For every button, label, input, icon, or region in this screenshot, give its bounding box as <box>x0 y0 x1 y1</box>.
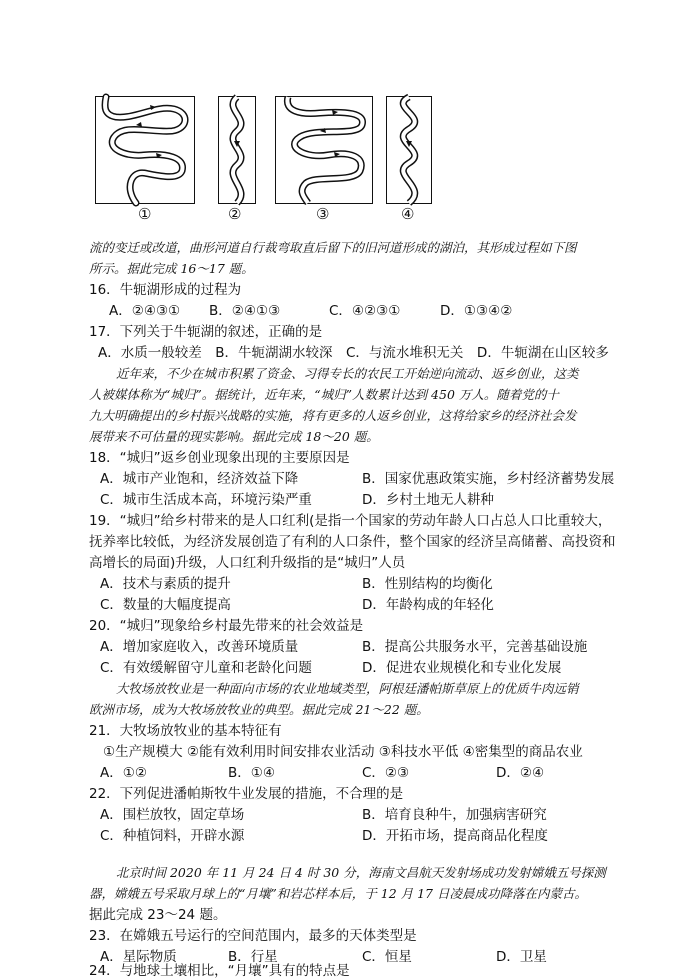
question-23-option-c: C．恒星 <box>362 949 412 965</box>
intro-18-line-4: 展带来不可估量的现实影响。据此完成 18～20 题。 <box>89 429 379 444</box>
river-diagram-2 <box>219 97 255 203</box>
question-16-option-b: B．②④①③ <box>209 303 281 319</box>
question-23-stem: 23．在嫦娥五号运行的空间范围内，最多的天体类型是 <box>89 928 417 944</box>
question-21-option-c: C．②③ <box>362 765 410 781</box>
question-18-option-c: C．城市生活成本高，环境污染严重 <box>100 492 312 508</box>
question-21-option-a: A．①② <box>100 765 147 781</box>
river-diagram-4 <box>387 97 431 203</box>
question-21-option-d: D．②④ <box>496 765 545 781</box>
figure-label-1: ① <box>138 205 152 223</box>
question-23-option-a: A．星际物质 <box>100 949 177 965</box>
question-22-option-c: C．种植饲料，开辟水源 <box>100 828 245 844</box>
intro-18-line-3: 九大明确提出的乡村振兴战略的实施，将有更多的人返乡创业，这将给家乡的经济社会发 <box>89 408 577 423</box>
question-18-stem: 18．“城归”返乡创业现象出现的主要原因是 <box>89 450 350 466</box>
question-21-items: ①生产规模大 ②能有效利用时间安排农业活动 ③科技水平低 ④密集型的商品农业 <box>103 744 583 760</box>
question-23-option-d: D．卫星 <box>496 949 547 965</box>
river-diagram-3 <box>276 97 372 203</box>
intro-21-line-1: 大牧场放牧业是一种面向市场的农业地域类型，阿根廷潘帕斯草原上的优质牛肉远销 <box>116 681 579 696</box>
intro-21-line-2: 欧洲市场，成为大牧场放牧业的典型。据此完成 21～22 题。 <box>89 702 429 717</box>
question-19-option-b: B．性别结构的均衡化 <box>362 576 493 592</box>
question-17-stem: 17．下列关于牛轭湖的叙述，正确的是 <box>89 324 323 340</box>
question-16-option-d: D．①③④② <box>440 303 513 319</box>
intro-18-line-1: 近年来，不少在城市积累了资金、习得专长的农民工开始逆向流动、返乡创业，这类 <box>116 366 579 381</box>
question-18-option-b: B．国家优惠政策实施，乡村经济蓄势发展 <box>362 471 615 487</box>
question-20-option-d: D．促进农业规模化和专业化发展 <box>362 660 562 676</box>
figure-label-3: ③ <box>316 205 330 223</box>
intro-16-line-1: 流的变迁或改道，曲形河道自行裁弯取直后留下的旧河道形成的湖泊，其形成过程如下图 <box>89 240 577 255</box>
question-22-option-d: D．开拓市场，提高商品化程度 <box>362 828 548 844</box>
question-19-stem-3: 高增长的局面)升级，人口红利升级指的是“城归”人员 <box>89 555 406 571</box>
question-19-stem-2: 抚养率比较低，为经济发展创造了有利的人口条件，整个国家的经济呈高储蓄、高投资和 <box>89 534 616 550</box>
question-23-option-b: B．行星 <box>228 949 278 965</box>
figure-panel-4 <box>386 96 432 204</box>
question-20-option-c: C．有效缓解留守儿童和老龄化问题 <box>100 660 312 676</box>
question-20-option-a: A．增加家庭收入，改善环境质量 <box>100 639 299 655</box>
question-20-stem: 20．“城归”现象给乡村最先带来的社会效益是 <box>89 618 364 634</box>
question-16-option-c: C．④②③① <box>329 303 401 319</box>
intro-18-line-2: 人被媒体称为“城归”。据统计，近年来，“城归”人数累计达到 450 万人。随着党的十 <box>89 387 559 402</box>
question-16-stem: 16．牛轭湖形成的过程为 <box>89 282 242 298</box>
intro-23-line-2: 器，嫦娥五号采取月球上的“月壤”和岩芯样本后，于 12 月 17 日凌晨成功降落在内蒙古。 <box>89 886 587 901</box>
river-diagram-1 <box>96 97 194 203</box>
intro-23-line-1: 北京时间 2020 年 11 月 24 日 4 时 30 分，海南文昌航天发射场成功发射嫦娥五号探测 <box>116 865 606 880</box>
question-20-option-b: B．提高公共服务水平，完善基础设施 <box>362 639 588 655</box>
figure-panel-2 <box>218 96 256 204</box>
intro-23-line-3: 据此完成 23～24 题。 <box>89 907 227 923</box>
question-22-stem: 22．下列促进潘帕斯牧牛业发展的措施，不合理的是 <box>89 786 404 802</box>
question-19-stem-1: 19．“城归”给乡村带来的是人口红利(是指一个国家的劳动年龄人口占总人口比重较大， <box>89 513 612 529</box>
figure-label-4: ④ <box>401 205 415 223</box>
question-21-stem: 21．大牧场放牧业的基本特征有 <box>89 723 282 739</box>
question-18-option-a: A．城市产业饱和，经济效益下降 <box>100 471 299 487</box>
question-19-option-a: A．技术与素质的提升 <box>100 576 231 592</box>
question-22-option-b: B．培育良种牛，加强病害研究 <box>362 807 547 823</box>
question-21-option-b: B．①④ <box>228 765 275 781</box>
figure-panel-3 <box>275 96 373 204</box>
question-22-option-a: A．围栏放牧，固定草场 <box>100 807 245 823</box>
question-19-option-c: C．数量的大幅度提高 <box>100 597 231 613</box>
question-16-option-a: A．②④③① <box>109 303 181 319</box>
figure-panel-1 <box>95 96 195 204</box>
question-18-option-d: D．乡村土地无人耕种 <box>362 492 494 508</box>
intro-16-line-2: 所示。据此完成 16～17 题。 <box>89 261 254 276</box>
question-24-stem: 24．与地球土壤相比，“月壤”具有的特点是 <box>89 963 350 979</box>
question-19-option-d: D．年龄构成的年轻化 <box>362 597 494 613</box>
figure-label-2: ② <box>228 205 242 223</box>
question-17-options: A．水质一般较差 B．牛轭湖湖水较深 C．与流水堆积无关 D．牛轭湖在山区较多 <box>98 345 609 361</box>
